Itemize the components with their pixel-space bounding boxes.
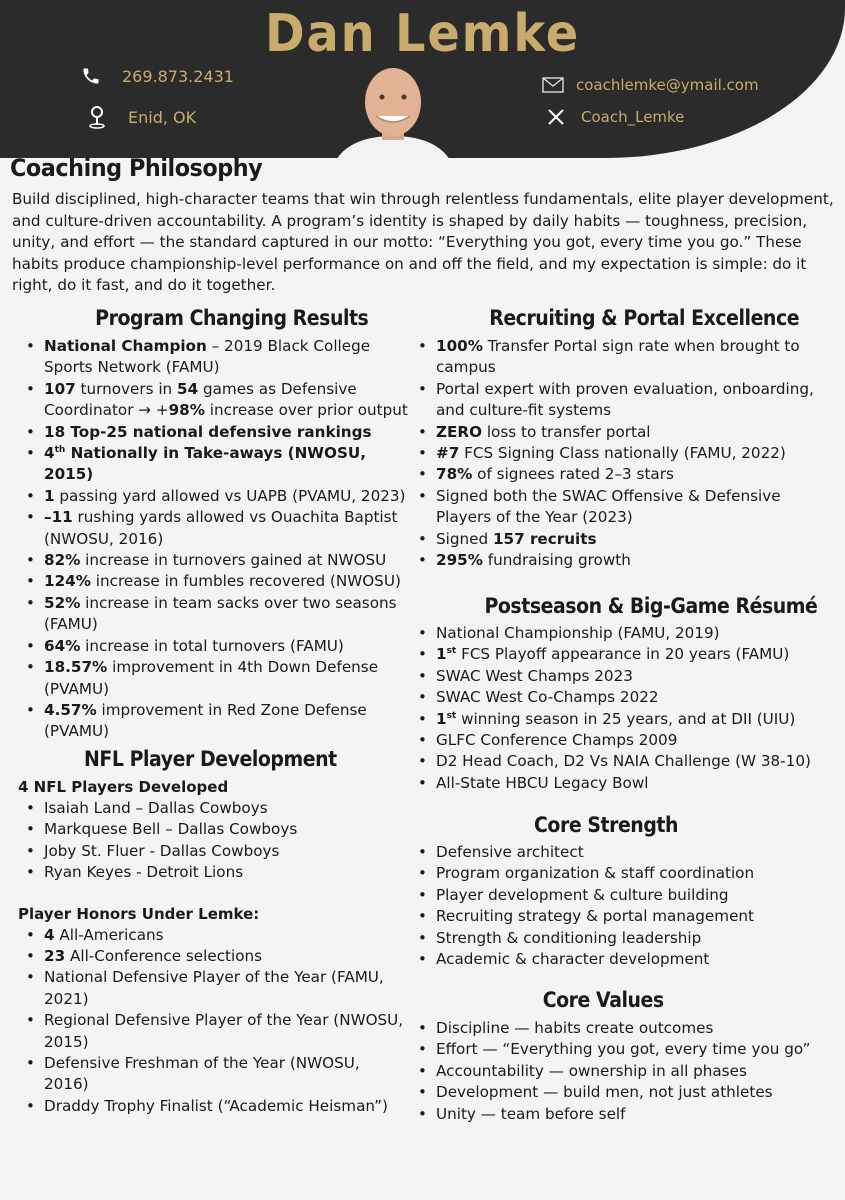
list-item: • Markquese Bell – Dallas Cowboys: [22, 819, 408, 840]
list-item: • Portal expert with proven evaluation, onboarding, and culture-fit systems: [414, 379, 824, 422]
list-item: • Signed 157 recruits: [414, 529, 824, 550]
philosophy-heading: Coaching Philosophy: [10, 154, 263, 182]
postseason-heading: Postseason & Big-Game Résumé: [484, 594, 818, 618]
list-item: • SWAC West Champs 2023: [414, 666, 824, 687]
list-item: • National Championship (FAMU, 2019): [414, 623, 824, 644]
list-item: • Recruiting strategy & portal management: [414, 906, 824, 927]
location-text: Enid, OK: [128, 107, 197, 127]
list-item: • 107 turnovers in 54 games as Defensive Coordinator → +98% increase over prior output: [22, 379, 412, 422]
list-item: • All-State HBCU Legacy Bowl: [414, 773, 824, 794]
list-item: • National Champion – 2019 Black College Sports Network (FAMU): [22, 336, 412, 379]
list-item: • 18 Top-25 national defensive rankings: [22, 422, 412, 443]
list-item: • Isaiah Land – Dallas Cowboys: [22, 798, 408, 819]
list-item: • 18.57% improvement in 4th Down Defense (PVAMU): [22, 657, 412, 700]
list-item: • 4th Nationally in Take-aways (NWOSU, 2015): [22, 443, 412, 486]
postseason-list: [414, 623, 824, 794]
list-item: • 1 passing yard allowed vs UAPB (PVAMU, 2023): [22, 486, 412, 507]
recruiting-list: [414, 336, 824, 571]
list-item: • Defensive Freshman of the Year (NWOSU, 2016): [22, 1053, 408, 1096]
x-logo-icon: [545, 106, 567, 128]
results-heading: Program Changing Results: [95, 306, 369, 330]
list-item: • Academic & character development: [414, 949, 824, 970]
location-contact: [86, 106, 196, 128]
list-item: • 124% increase in fumbles recovered (NWOSU): [22, 571, 412, 592]
list-item: • Unity — team before self: [414, 1104, 824, 1125]
email-text[interactable]: coachlemke@ymail.com: [576, 76, 759, 94]
list-item: • Defensive architect: [414, 842, 824, 863]
phone-contact: [80, 65, 234, 87]
location-pin-icon: [86, 106, 108, 128]
coach-photo: [336, 64, 450, 158]
values-heading: Core Values: [542, 988, 664, 1012]
postseason-section: [414, 623, 824, 794]
nfl-heading: NFL Player Development: [84, 747, 337, 771]
nfl-player-list: [22, 798, 408, 884]
list-item: • Signed both the SWAC Offensive & Defensive Players of the Year (2023): [414, 486, 824, 529]
philosophy-paragraph: Build disciplined, high-character teams that win through relentless fundamentals, elite player development, and culture-driven accountability. A program’s identity is shaped by daily habits — toughness, precision, unity, and effort — the standard captured in our motto: “Everything you got, every time you go.” These habits produce championship-level performance on and off the field, and my expectation is simple: do it right, do it fast, and do it together.: [12, 190, 834, 295]
list-item: • 100% Transfer Portal sign rate when brought to campus: [414, 336, 824, 379]
list-item: • SWAC West Co-Champs 2022: [414, 687, 824, 708]
strength-section: [414, 842, 824, 970]
list-item: • 4.57% improvement in Red Zone Defense (PVAMU): [22, 700, 412, 743]
email-contact: [542, 74, 759, 96]
list-item: • 78% of signees rated 2–3 stars: [414, 464, 824, 485]
list-item: • 64% increase in total turnovers (FAMU): [22, 636, 412, 657]
list-item: • Regional Defensive Player of the Year (NWOSU, 2015): [22, 1010, 408, 1053]
list-item: • Effort — “Everything you got, every time you go”: [414, 1039, 824, 1060]
list-item: • Draddy Trophy Finalist (“Academic Heisman”): [22, 1096, 408, 1117]
list-item: • D2 Head Coach, D2 Vs NAIA Challenge (W 38-10): [414, 751, 824, 772]
recruiting-heading: Recruiting & Portal Excellence: [489, 306, 800, 330]
email-icon: [542, 74, 564, 96]
list-item: • GLFC Conference Champs 2009: [414, 730, 824, 751]
list-item: • 23 All-Conference selections: [22, 946, 408, 967]
values-section: [414, 1018, 824, 1125]
results-list: [22, 336, 412, 743]
list-item: • ZERO loss to transfer portal: [414, 422, 824, 443]
social-handle[interactable]: Coach_Lemke: [581, 108, 685, 126]
list-item: • Development — build men, not just athletes: [414, 1082, 824, 1103]
honors-subtitle: Player Honors Under Lemke:: [18, 904, 260, 923]
list-item: • Discipline — habits create outcomes: [414, 1018, 824, 1039]
list-item: • National Defensive Player of the Year (FAMU, 2021): [22, 967, 408, 1010]
strength-heading: Core Strength: [533, 813, 678, 837]
list-item: • 82% increase in turnovers gained at NWOSU: [22, 550, 412, 571]
honors-list: [22, 925, 408, 1118]
list-item: • Joby St. Fluer - Dallas Cowboys: [22, 841, 408, 862]
strength-list: [414, 842, 824, 970]
list-item: • –11 rushing yards allowed vs Ouachita Baptist (NWOSU, 2016): [22, 507, 412, 550]
list-item: • Ryan Keyes - Detroit Lions: [22, 862, 408, 883]
phone-icon: [80, 65, 102, 87]
list-item: • Accountability — ownership in all phases: [414, 1061, 824, 1082]
list-item: • Program organization & staff coordination: [414, 863, 824, 884]
list-item: • #7 FCS Signing Class nationally (FAMU, 2022): [414, 443, 824, 464]
nfl-section: [18, 777, 408, 1117]
recruiting-section: [414, 336, 824, 571]
list-item: • 1st winning season in 25 years, and at DII (UIU): [414, 709, 824, 730]
list-item: • 295% fundraising growth: [414, 550, 824, 571]
social-contact: [545, 106, 684, 128]
name-title: Dan Lemke: [264, 4, 581, 64]
nfl-subtitle: 4 NFL Players Developed: [18, 778, 229, 796]
list-item: • 52% increase in team sacks over two seasons (FAMU): [22, 593, 412, 636]
results-section: [22, 336, 412, 743]
header-band: [0, 0, 845, 158]
list-item: • Strength & conditioning leadership: [414, 928, 824, 949]
phone-text: 269.873.2431: [122, 66, 234, 86]
list-item: • 4 All-Americans: [22, 925, 408, 946]
list-item: • Player development & culture building: [414, 885, 824, 906]
list-item: • 1st FCS Playoff appearance in 20 years (FAMU): [414, 644, 824, 665]
values-list: [414, 1018, 824, 1125]
